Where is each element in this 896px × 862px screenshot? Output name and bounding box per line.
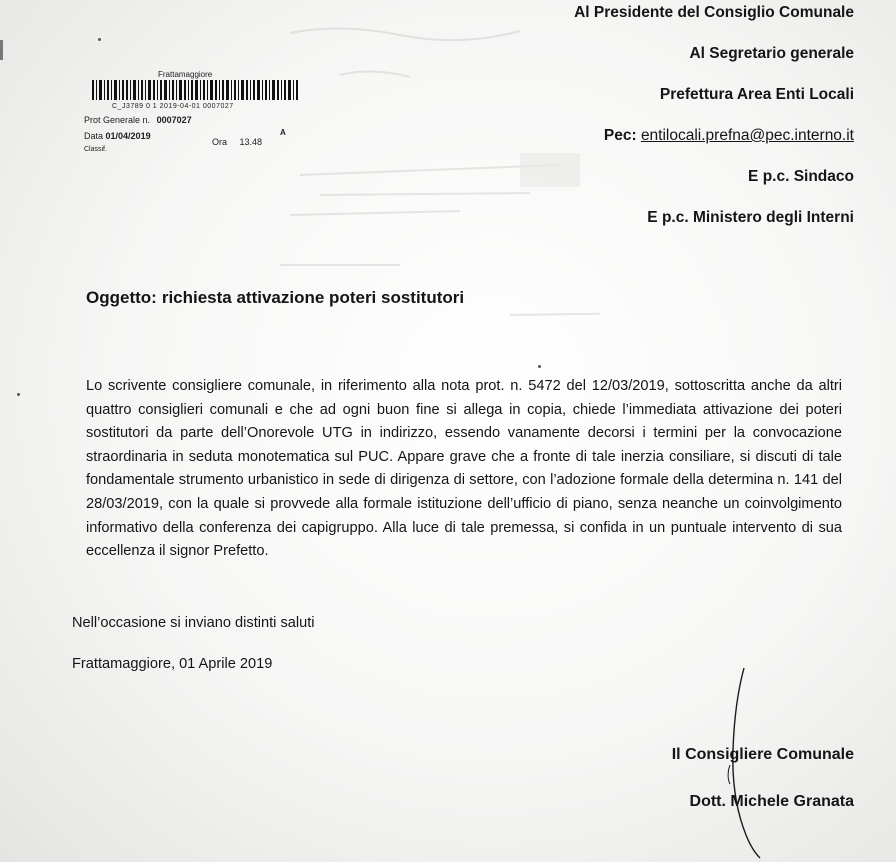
stamp-protocol-label: Prot Generale n. bbox=[84, 115, 151, 125]
stamp-flag: A bbox=[280, 128, 286, 137]
pec-address-link[interactable]: entilocali.prefna@pec.interno.it bbox=[640, 127, 854, 144]
stamp-date-label: Data bbox=[84, 131, 104, 141]
recipient-prefecture: Prefettura Area Enti Locali bbox=[659, 86, 854, 103]
stamp-protocol-number: 0007027 bbox=[156, 115, 192, 125]
barcode bbox=[92, 80, 298, 100]
stamp-time-value: 13.48 bbox=[239, 137, 263, 147]
stamp-protocol bbox=[84, 115, 192, 125]
subject-label: Oggetto: bbox=[86, 288, 157, 307]
stamp-classif: Classif. bbox=[84, 146, 107, 153]
signer-role: Il Consigliere Comunale bbox=[671, 746, 854, 763]
speck bbox=[538, 365, 541, 368]
subject-line bbox=[86, 288, 464, 308]
recipient-pec bbox=[574, 127, 854, 168]
scan-edge-mark bbox=[0, 40, 3, 60]
stamp-time-label: Ora bbox=[212, 137, 228, 147]
stamp-date bbox=[84, 131, 151, 141]
speck bbox=[17, 393, 20, 396]
recipient-president: Al Presidente del Consiglio Comunale bbox=[574, 4, 854, 21]
recipient-cc-mayor: E p.c. Sindaco bbox=[748, 168, 854, 185]
closing-greeting: Nell’occasione si inviano distinti saluti bbox=[72, 615, 315, 631]
recipient-secretary: Al Segretario generale bbox=[689, 45, 854, 62]
protocol-stamp bbox=[80, 70, 310, 160]
subject-text: richiesta attivazione poteri sostitutori bbox=[161, 288, 465, 307]
stamp-time bbox=[212, 137, 262, 147]
stamp-date-value: 01/04/2019 bbox=[105, 131, 151, 141]
recipient-cc-ministry: E p.c. Ministero degli Interni bbox=[647, 209, 854, 226]
signer-name: Dott. Michele Granata bbox=[689, 793, 854, 810]
stamp-code-line: C_J3789 0 1 2019-04-01 0007027 bbox=[112, 103, 234, 110]
speck bbox=[98, 38, 101, 41]
recipients-block bbox=[574, 4, 854, 250]
pec-label: Pec: bbox=[603, 127, 637, 144]
stamp-city: Frattamaggiore bbox=[158, 70, 213, 79]
body-paragraph: Lo scrivente consigliere comunale, in riferimento alla nota prot. n. 5472 del 12/03/2019, sottoscritta anche da altri quattro consiglieri comunali e che ad ogni buon fine si allega in copia, chiede l’immediata attivazione dei poteri sostitutori da parte dell’Onorevole UTG in indirizzo, essendo vanamente decorsi i termini per la convocazione straordinaria in seduta monotematica sul PUC. Appare grave che a fronte di tale inerzia consiliare, si discuti di tale fondamentale strumento urbanistico in sede di dirigenza di settore, con l’adozione formale della determina n. 141 del 28/03/2019, con la quale si provvede alla formale istituzione dell’ufficio di piano, senza neanche un coinvolgimento informativo della conferenza dei capigruppo. Alla luce di tale premessa, si confida in un puntuale intervento di sua eccellenza il signor Prefetto. bbox=[86, 378, 842, 560]
place-date: Frattamaggiore, 01 Aprile 2019 bbox=[72, 656, 273, 672]
